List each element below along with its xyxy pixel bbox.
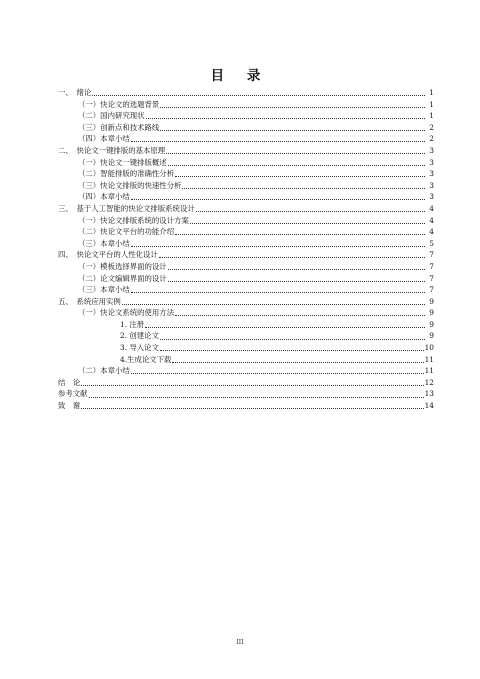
toc-entry-section-1-2[interactable] [58, 110, 434, 122]
footer-page-number: III [236, 639, 244, 646]
toc-entry-label: 1. 注册 [120, 319, 145, 329]
toc-page-number: 7 [429, 273, 434, 283]
toc-entry-section-4-1[interactable] [58, 261, 434, 273]
toc-entry-label: （一）快论文一键排版概述 [78, 157, 167, 167]
toc-entry-label: （二）智能排版的准确性分析 [78, 169, 175, 179]
toc-page-number: 3 [429, 145, 434, 155]
toc-page-number: 2 [429, 122, 434, 132]
toc-dot-leader [131, 199, 425, 200]
toc-entry-label: （四）本章小结 [78, 134, 130, 144]
toc-dot-leader [160, 130, 425, 131]
toc-entry-section-1-1[interactable] [58, 99, 434, 111]
toc-entry-section-1-3[interactable] [58, 122, 434, 134]
toc-page-number: 9 [429, 319, 434, 329]
toc-entry-section-3-3[interactable] [58, 238, 434, 250]
toc-page-number: 13 [424, 389, 434, 399]
toc-entry-label: （三）本章小结 [78, 285, 130, 295]
toc-page-number: 1 [429, 111, 434, 121]
toc-entry-chapter-5[interactable] [58, 296, 434, 308]
toc-entry-label: 三、 基于人工智能的快论文排版系统设计 [58, 203, 195, 213]
toc-dot-leader [131, 141, 425, 142]
toc-entry-label: （二）本章小结 [78, 366, 130, 376]
toc-dot-leader [160, 339, 425, 340]
toc-entry-references[interactable] [58, 388, 434, 400]
toc-entry-label: （三）创新点和技术路线 [78, 122, 160, 132]
toc-entry-label: （二）快论文平台的功能介绍 [78, 227, 175, 237]
toc-page-number: 12 [424, 377, 434, 387]
toc-dot-leader [168, 281, 425, 282]
toc-dot-leader [145, 327, 425, 328]
toc-page-number: 3 [429, 169, 434, 179]
toc-entry-label: 一、 绪论 [58, 88, 92, 97]
toc-entry-acknowledgements[interactable] [58, 400, 434, 412]
toc-entry-label: （一）快论文的选题背景 [78, 99, 160, 109]
toc-dot-leader [159, 257, 425, 258]
toc-entry-section-3-2[interactable] [58, 226, 434, 238]
toc-dot-leader [190, 223, 425, 224]
toc-page-number: 2 [429, 134, 434, 144]
toc-page-number: 7 [429, 250, 434, 260]
toc-entry-label: （二）论文编辑界面的设计 [78, 273, 167, 283]
toc-page-number: 1 [429, 88, 434, 97]
toc-page-number: 10 [424, 343, 434, 353]
toc-entry-conclusion[interactable] [58, 377, 434, 389]
toc-dot-leader [131, 373, 424, 374]
toc-entry-label: （一）快论文排版系统的设计方案 [78, 215, 189, 225]
toc-entry-label: 二、 快论文一键排版的基本原理 [58, 145, 166, 155]
toc-page-number: 7 [429, 285, 434, 295]
toc-entry-section-4-2[interactable] [58, 273, 434, 285]
toc-dot-leader [89, 397, 424, 398]
toc-entry-label: 参考文献 [58, 389, 88, 399]
toc-page-number: 7 [429, 261, 434, 271]
toc-entry-section-2-4[interactable] [58, 191, 434, 203]
toc-entry-section-2-2[interactable] [58, 168, 434, 180]
toc-entry-subsection-5-1-2[interactable] [58, 330, 434, 342]
toc-dot-leader [196, 211, 425, 212]
toc-page-number: 3 [429, 180, 434, 190]
toc-entry-chapter-2[interactable] [58, 145, 434, 157]
toc-page-number: 3 [429, 157, 434, 167]
table-of-contents [58, 87, 434, 412]
toc-dot-leader [166, 153, 425, 154]
toc-entry-label: 2. 创建论文 [120, 331, 159, 341]
toc-entry-label: 3. 导入论文 [120, 343, 159, 353]
toc-dot-leader [175, 315, 425, 316]
toc-dot-leader [131, 292, 425, 293]
toc-page-number: 9 [429, 296, 434, 306]
toc-entry-subsection-5-1-4[interactable] [58, 354, 434, 366]
toc-entry-label: （四）本章小结 [78, 192, 130, 202]
toc-page-number: 11 [424, 354, 434, 364]
toc-dot-leader [160, 107, 425, 108]
toc-dot-leader [175, 234, 425, 235]
toc-page-number: 3 [429, 192, 434, 202]
toc-page-number: 1 [429, 99, 434, 109]
toc-entry-label: （三）快论文排版的快速性分析 [78, 180, 182, 190]
toc-entry-section-5-1[interactable] [58, 307, 434, 319]
toc-entry-section-3-1[interactable] [58, 215, 434, 227]
toc-page-number: 14 [424, 401, 434, 411]
toc-entry-label: 五、 系统应用实例 [58, 296, 121, 306]
toc-entry-chapter-1[interactable] [58, 87, 434, 99]
toc-dot-leader [182, 188, 425, 189]
toc-page-number: 5 [429, 238, 434, 248]
toc-entry-section-5-2[interactable] [58, 365, 434, 377]
toc-entry-section-2-1[interactable] [58, 157, 434, 169]
toc-entry-label: 致 谢 [58, 401, 81, 411]
toc-dot-leader [92, 95, 425, 96]
toc-page-number: 4 [429, 227, 434, 237]
toc-dot-leader [172, 362, 423, 363]
toc-entry-section-2-3[interactable] [58, 180, 434, 192]
toc-entry-section-4-3[interactable] [58, 284, 434, 296]
toc-dot-leader [168, 165, 425, 166]
toc-dot-leader [81, 408, 423, 409]
toc-entry-label: （三）本章小结 [78, 238, 130, 248]
toc-dot-leader [146, 118, 425, 119]
toc-dot-leader [168, 269, 425, 270]
toc-dot-leader [81, 385, 423, 386]
toc-entry-label: 4.生成论文下载 [120, 354, 172, 364]
page-title: 目 录 [210, 68, 270, 84]
toc-entry-label: （一）模板选择界面的设计 [78, 261, 167, 271]
toc-entry-label: 四、 快论文平台的人性化设计 [58, 250, 158, 260]
toc-entry-chapter-4[interactable] [58, 249, 434, 261]
toc-entry-label: （二）国内研究现状 [78, 111, 145, 121]
toc-page-number: 4 [429, 215, 434, 225]
toc-page-number: 9 [429, 331, 434, 341]
toc-entry-section-1-4[interactable] [58, 133, 434, 145]
toc-page-number: 9 [429, 308, 434, 318]
toc-dot-leader [122, 304, 425, 305]
toc-entry-label: （一）快论文系统的使用方法 [78, 308, 175, 318]
toc-dot-leader [131, 246, 425, 247]
toc-entry-subsection-5-1-1[interactable] [58, 319, 434, 331]
toc-dot-leader [175, 176, 425, 177]
toc-page-number: 4 [429, 203, 434, 213]
toc-entry-chapter-3[interactable] [58, 203, 434, 215]
toc-entry-subsection-5-1-3[interactable] [58, 342, 434, 354]
toc-dot-leader [160, 350, 424, 351]
toc-entry-label: 结 论 [58, 377, 81, 387]
toc-page-number: 11 [424, 366, 434, 376]
